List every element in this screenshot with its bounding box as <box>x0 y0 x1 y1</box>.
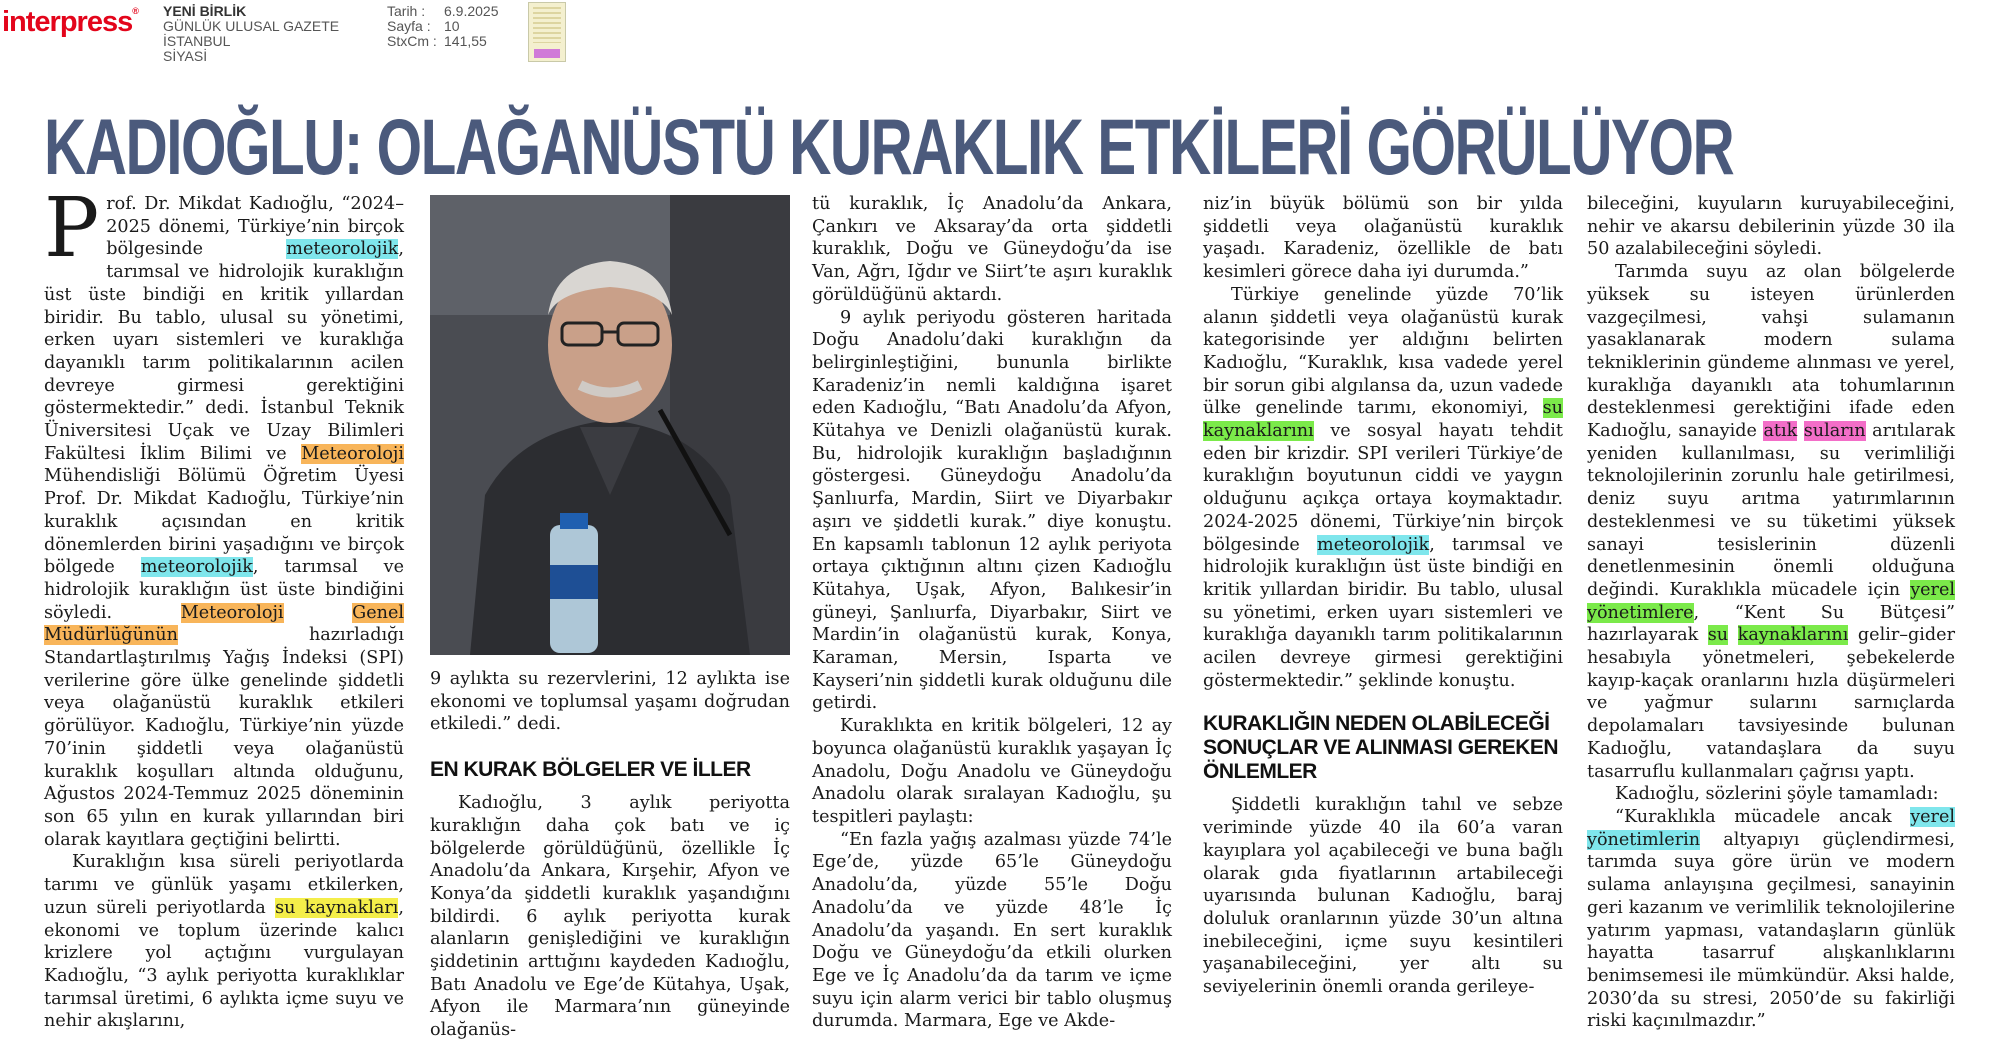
publication-city: İSTANBUL <box>163 33 231 49</box>
logo-registered-mark: ® <box>132 6 138 16</box>
meta-page-row <box>387 19 499 34</box>
col3-paragraph-2: 9 aylık periyodu gösteren haritada Doğu Anadolu’daki kuraklığın da belirginleştiğini, bununla birlikte Karadeniz’in nemli kaldığına işaret eden Kadıoğlu, “Batı Anadolu’da Afyon, Kütahya ve Denizli olağanüstü kurak. Bu, hidrolojik kuraklığın başladığının göstergesi. Güneydoğu Anadolu’da Şanlıurfa, Mardin, Siirt ve Diyarbakır aşırı ve şiddetli kurak.” diye konuştu. En kapsamlı tablonun 12 aylık periyota ortaya çıktığının altını çizen Kadıoğlu Kütahya, Uşak, Afyon, Balıkesir’in güneyi, Şanlıurfa, Diyarbakır, Siirt ve Mardin’in olağanüstü kurak, Konya, Karaman, Mersin, Isparta ve Kayseri’nin şiddetli kurak olduğunu dile getirdi. <box>812 307 1172 714</box>
speaker-photo-illustration <box>430 195 790 655</box>
page-thumbnail[interactable] <box>528 2 566 62</box>
col2-paragraph-1: 9 aylıkta su rezervlerini, 12 aylıkta ise ekonomi ve toplumsal yaşamı doğrudan etkiledi.” dedi. <box>430 669 790 735</box>
highlight-keyword: Genel <box>352 602 404 623</box>
text-run: arıtılarak yeniden kullanılması, su verimliliği teknolojilerinin zorunlu hale getirilmesi, deniz suyu arıtma yatırımlarının desteklenmesi ve su tüketimi yüksek sanayi tesislerinin düzenli denetlenmesinin önemli olduğuna değindi. Kuraklıkla mücadele için <box>1587 421 1955 600</box>
publication-type: GÜNLÜK ULUSAL GAZETE <box>163 18 340 34</box>
col2-paragraph-2: Kadıoğlu, 3 aylık periyotta kuraklığın daha çok batı ve iç bölgelerde görüldüğünü, özellikle İç Anadolu’da Ankara, Kırşehir, Afyon ve Konya’da şiddetli kuraklık yaşandığını bildirdi. 6 aylık periyotta kurak alanların genişlediğini ve kuraklığın şiddetinin arttığını kaydeden Kadıoğlu, Batı Anadolu ve Ege’de Kütahya, Uşak, Afyon ile Marmara’nın güneyinde olağanüs- <box>430 793 790 1041</box>
highlight-keyword: meteorolojik <box>140 557 253 578</box>
text-run: rof. Dr. Mikdat Kadıoğlu, “2024–2025 dönemi, Türkiye’nin birçok bölgesinde <box>106 194 404 260</box>
text-run: Tarımda suyu az olan bölgelerde yüksek su isteyen ürünlerden vazgeçilmesi, vahşi sulamanın yasaklanarak modern sulama tekniklerinin gündeme alınması ve yerel, kuraklığa dayanıklı ata tohumlarının desteklenmesi gerektiğini ifade eden Kadıoğlu, sanayide <box>1587 262 1955 442</box>
meta-stxcm-value: 141,55 <box>444 33 487 49</box>
highlight-keyword: Müdürlüğünün <box>44 625 178 646</box>
col1-paragraph-2 <box>44 851 404 1033</box>
interpress-logo <box>2 6 138 39</box>
highlight-keyword: su <box>1707 625 1729 646</box>
text-run: Kuraklığın kısa süreli periyotlarda tarımı ve günlük yaşamı etkilerken, uzun süreli periyotlarda <box>44 852 404 918</box>
clipping-meta <box>387 4 499 49</box>
article-headline: KADIOĞLU: OLAĞANÜSTÜ KURAKLIK ETKİLERİ GÖRÜLÜYOR <box>44 102 1734 191</box>
text-run: , ekonomi ve toplum üzerinde kalıcı krizlere yol açtığını vurgulayan Kadıoğlu, “3 aylık periyotta kuraklıklar tarımsal üretimi, 6 aylıkta içme suyu ve nehir akışlarını, <box>44 897 404 1032</box>
text-run: altyapıyı güçlendirmesi, tarımda suya göre ürün ve modern sulama anlayışına geçilmesi, sanayinin geri kazanım ve verimlilik teknolojilerine yatırım yapması, vatandaşların günlük hayatta tasarruf alışkanlıklarını benimsemesi ile mümkündür. Aksi halde, 2030’da su stresi, 2050’de su fakirliği riski kaçınılmazdır.” <box>1587 829 1955 1032</box>
meta-page-label: Sayfa : <box>387 18 431 34</box>
highlight-keyword: meteorolojik <box>286 239 399 260</box>
col5-paragraph-1: bileceğini, kuyuların kuruyabileceğini, nehir ve akarsu debilerinin yüzde 30 ila 50 azalabileceğini söyledi. <box>1587 194 1955 260</box>
highlight-keyword: Meteoroloji <box>301 443 404 464</box>
article-column-1 <box>44 181 404 1033</box>
highlight-keyword: meteorolojik <box>1317 534 1430 555</box>
thumbnail-article-marker <box>534 49 560 58</box>
col5-paragraph-3: Kadıoğlu, sözlerini şöyle tamamladı: <box>1615 784 1939 805</box>
col5-paragraph-4 <box>1587 806 1955 1033</box>
publication-name: YENİ BİRLİK <box>163 3 247 19</box>
col3-paragraph-1: tü kuraklık, İç Anadolu’da Ankara, Çankırı ve Aksaray’da orta şiddetli kuraklık, Doğu ve Güneydoğu’da ise Van, Ağrı, Iğdır ve Siirt’te aşırı kuraklık görüldüğünü aktardı. <box>812 194 1172 305</box>
col5-paragraph-2 <box>1587 261 1955 783</box>
col4-paragraph-2 <box>1203 284 1563 693</box>
highlight-keyword: suların <box>1803 421 1866 442</box>
meta-stxcm-row <box>387 34 499 49</box>
col1-paragraph-1 <box>44 181 404 851</box>
text-run: , tarımsal ve hidrolojik kuraklığın üst üste bindiği en kritik yıllardan biridir. Bu tablo, ulusal su yönetimi, erken uyarı sistemleri ve kuraklığa dayanıklı tarım politikalarının acilen devreye girmesi gerektiğini göstermektedir.” şeklinde konuştu. <box>1203 534 1563 691</box>
text-run: , tarımsal ve hidrolojik kuraklığın üst üste bindiğini söyledi. <box>44 557 404 623</box>
col4-paragraph-3: Şiddetli kuraklığın tahıl ve sebze veriminde yüzde 40 ila 60’a varan kayıplara yol açabileceği ve buna bağlı olarak gıda fiyatlarının artabileceği uyarısında bulunan Kadıoğlu, baraj doluluk oranlarının yüzde 30’un altına inebileceğini, içme suyu kesintileri yaşanabileceğini, yer altı su seviyelerinin önemli oranda gerileye- <box>1203 795 1563 998</box>
highlight-keyword: atık <box>1763 421 1798 442</box>
col3-paragraph-4: “En fazla yağış azalması yüzde 74’le Ege’de, yüzde 65’le Güneydoğu Anadolu’da, yüzde 55’le Doğu Anadolu’da ve yüzde 48’le İç Anadolu’da yaşandı. En sert kuraklık Doğu ve Güneydoğu’da etkili olurken Ege ve İç Anadolu’da da tarım ve içme suyu için alarm verici bir tablo oluşmuş durumda. Marmara, Ege ve Akde- <box>812 829 1172 1032</box>
clipping-header <box>0 0 1994 70</box>
meta-page-value: 10 <box>444 18 460 34</box>
meta-date-label: Tarih : <box>387 3 426 19</box>
section-subheading: KURAKLIĞIN NEDEN OLABİLECEĞİ SONUÇLAR VE ALINMASI GEREKEN ÖNLEMLER <box>1203 712 1559 784</box>
thumbnail-text-lines <box>533 7 561 43</box>
text-run: “Kuraklıkla mücadele ancak <box>1615 806 1911 827</box>
text-run: hazırladığı Standartlaştırılmış Yağış İndeksi (SPI) verilerine göre ülke genelinde şiddetli veya olağanüstü kuraklık etkileri görülüyor. Kadıoğlu, Türkiye’nin yüzde 70’inin şiddetli veya olağanüstü kuraklık koşulları altında olduğunu, Ağustos 2024-Temmuz 2025 döneminin son 65 yılın en kurak yıllarından biri olarak kayıtlara geçtiğini belirtti. <box>44 625 404 850</box>
publication-category: SİYASİ <box>163 48 208 64</box>
text-run: Türkiye genelinde yüzde 70’lik alanın şiddetli veya olağanüstü kurak kategorisinde yer aldığını belirten Kadıoğlu, “Kuraklık, kısa vadede yerel bir sorun gibi algılansa da, uzun vadede ülke genelinde tarımı, ekonomiyi, <box>1203 284 1563 419</box>
text-run: gelir–gider hesabıyla yönetmeleri, şebekelerde kayıp-kaçak oranlarını hızla düşürmeleri ve yağmur sularını sarnıçlarda depolamaları tavsiyesinde bulunan Kadıoğlu, vatandaşlara da suyu tasarruflu kullanmaları çağrısı yaptı. <box>1587 625 1955 782</box>
text-run: , “Kent Su Bütçesi” hazırlayarak <box>1587 602 1955 646</box>
meta-date-row <box>387 4 499 19</box>
col3-paragraph-3: Kuraklıkta en kritik bölgeleri, 12 ay boyunca olağanüstü kuraklık yaşayan İç Anadolu, Doğu Anadolu ve Güneydoğu Anadolu olarak sıralayan Kadıoğlu, şu tespitleri paylaştı: <box>812 716 1172 827</box>
article-photo <box>430 195 790 655</box>
article-column-2 <box>430 668 790 1042</box>
meta-stxcm-label: StxCm : <box>387 33 437 49</box>
article-column-3 <box>812 193 1172 1033</box>
drop-cap: P <box>44 181 100 276</box>
highlight-keyword: su kaynakları <box>275 897 399 918</box>
article-column-5 <box>1587 193 1955 1033</box>
highlight-keyword: yerel yönetimlerin <box>1587 806 1955 850</box>
highlight-keyword: kaynaklarını <box>1203 421 1314 442</box>
text-run: , tarımsal ve hidrolojik kuraklığın üst üste bindiği en kritik yıllardan biridir. Bu tablo, ulusal su yönetimi, erken uyarı sistemleri ve kuraklığa dayanıklı tarım politikalarının acilen devreye girmesi gerektiğini göstermektedir.” dedi. İstanbul Teknik Üniversitesi Uçak ve Uzay Bilimleri Fakültesi İklim Bilimi ve <box>44 239 404 464</box>
highlight-keyword: yerel yönetimlere <box>1587 579 1955 623</box>
text-run: Mühendisliği Bölümü Öğretim Üyesi Prof. Dr. Mikdat Kadıoğlu, Türkiye’nin kuraklık açısından en kritik dönemlerden birini yaşadığını ve birçok bölgede <box>44 466 404 578</box>
section-subheading: EN KURAK BÖLGELER VE İLLER <box>430 758 751 782</box>
col4-paragraph-1: niz’in büyük bölümü son bir yılda şiddetli veya olağanüstü kuraklık yaşadı. Karadeniz, özellikle de batı kesimleri görece daha iyi durumda.” <box>1203 194 1563 283</box>
publication-info <box>163 4 339 64</box>
highlight-keyword: Meteoroloji <box>180 602 284 623</box>
highlight-keyword: su <box>1542 398 1563 419</box>
highlight-keyword: kaynaklarını <box>1737 625 1849 646</box>
logo-text: interpress <box>2 6 133 38</box>
text-run: ve sosyal hayatı tehdit eden bir krizdir. SPI verileri Türkiye’de kuraklığın boyutunun ciddi ve yaygın olduğunu açıkça ortaya koymaktadır. 2024-2025 dönemi, Türkiye’nin birçok bölgesinde <box>1203 421 1563 555</box>
article-column-4 <box>1203 193 1563 999</box>
meta-date-value: 6.9.2025 <box>444 3 499 19</box>
